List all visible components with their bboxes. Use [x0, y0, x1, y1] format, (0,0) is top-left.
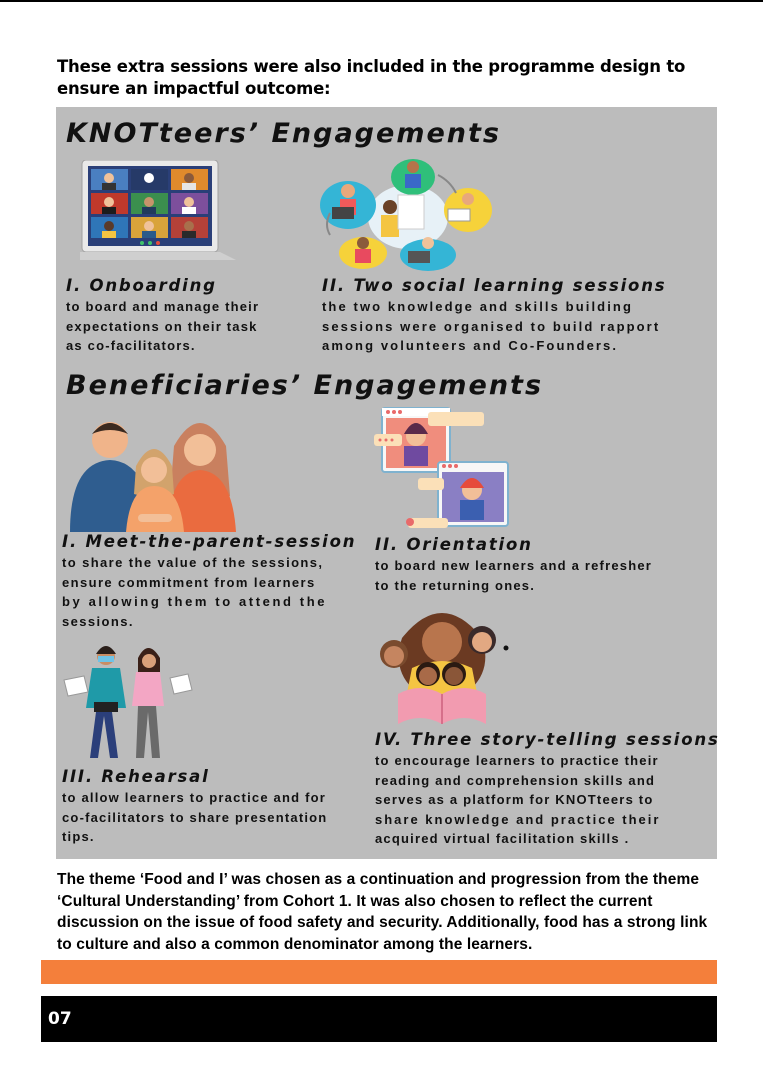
rehearsal-illustration: [62, 642, 194, 764]
intro-text: These extra sessions were also included in the programme design to ensure an impactful outcome:: [57, 57, 686, 98]
orientation-title: II. Orientation: [375, 535, 533, 554]
family-illustration: [62, 410, 242, 532]
footer-bar: [41, 996, 717, 1042]
onboarding-description: to board and manage their expectations on their task as co-facilitators.: [66, 299, 260, 353]
meet-the-parent-title: I. Meet-the-parent-session: [62, 532, 357, 551]
orange-accent-bar: [41, 960, 717, 984]
rehearsal-description: to allow learners to practice and for co-facilitators to share presentation tips.: [62, 790, 328, 844]
knotteers-heading: KNOTteers’ Engagements: [66, 118, 501, 149]
onboarding-title: I. Onboarding: [66, 276, 217, 295]
story-telling-description: to encourage learners to practice their reading and comprehension skills and serves as a platform for KNOTteers to share knowledge and practice their acquired virtual facilitation skills .: [375, 753, 661, 846]
orientation-description: to board new learners and a refresher to the returning ones.: [375, 558, 653, 593]
story-telling-title: IV. Three story-telling sessions: [375, 730, 720, 749]
outro-text: The theme ‘Food and I’ was chosen as a continuation and progression from the theme ‘Cultural Understanding’ from Cohort 1. It was also chosen to reflect the current discussion on the issue of food safety and security. Additionally, food has a strong link to culture and also a common denominator among the learners.: [57, 871, 708, 953]
social-learning-title: II. Two social learning sessions: [322, 276, 667, 295]
social-learning-description: the two knowledge and skills building sessions were organised to build rapport among volunteers and Co-Founders.: [322, 299, 661, 353]
top-rule: [0, 0, 763, 2]
page-number: 07: [48, 1009, 72, 1029]
story-telling-illustration: [372, 598, 512, 728]
laptop-video-call-illustration: [80, 160, 238, 264]
beneficiaries-heading: Beneficiaries’ Engagements: [66, 370, 544, 401]
meet-the-parent-description: to share the value of the sessions, ensure commitment from learners by allowing them to attend the sessions.: [62, 555, 328, 629]
orientation-illustration: [372, 404, 512, 532]
rehearsal-title: III. Rehearsal: [62, 767, 210, 786]
social-learning-illustration: [318, 155, 493, 273]
